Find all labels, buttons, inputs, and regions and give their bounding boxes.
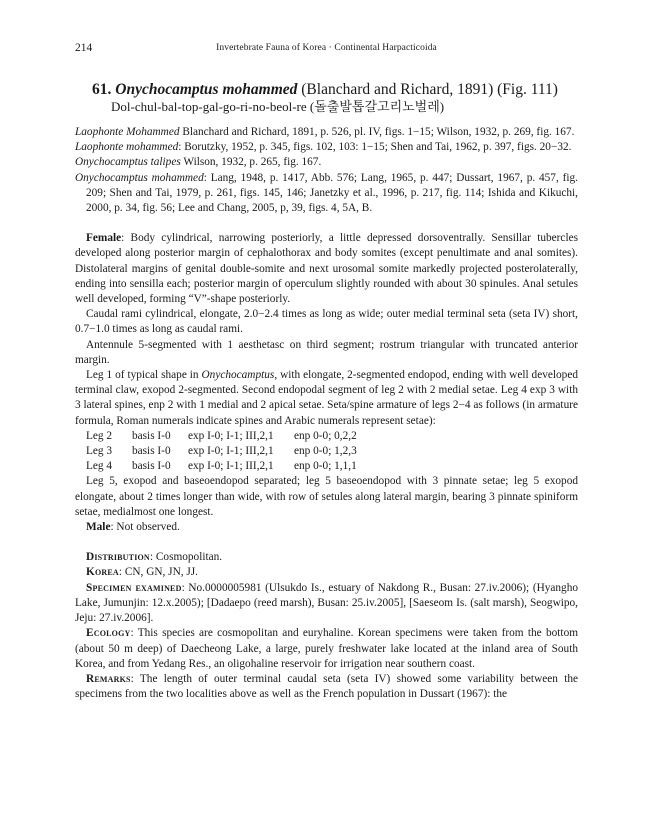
armature-exp: exp I-0; I-1; III,2,1 bbox=[188, 445, 274, 458]
synonymy-entry bbox=[75, 125, 578, 140]
male-text: : Not observed. bbox=[110, 521, 180, 534]
male-description bbox=[75, 520, 578, 535]
female-text: : Body cylindrical, narrowing posteriorly, a little depressed dorsoventrally. Sensillar tubercles developed along posterior margin of cephalothorax and body somites (except penultimate and anal somites). Distolateral margins of genital double-somite and next urosomal somite markedly projected posterolaterally, ending into sensilla each; posterior margin of operculum slightly rounded with about 30 spinules. Anal setules well developed, forming “V”-shape posteriorly. bbox=[75, 232, 578, 306]
armature-leg: Leg 4 bbox=[86, 460, 113, 473]
remarks-section bbox=[75, 672, 578, 702]
armature-row bbox=[75, 444, 357, 459]
running-title: Invertebrate Fauna of Korea · Continental Harpacticoida bbox=[216, 43, 437, 53]
armature-enp: enp 0-0; 1,2,3 bbox=[294, 445, 357, 458]
female-label: Female bbox=[86, 232, 122, 245]
synonym-citation: : Borutzky, 1952, p. 345, figs. 102, 103: 1−15; Shen and Tai, 1962, p. 397, figs. 20−32. bbox=[178, 141, 572, 154]
caudal-rami-description: Caudal rami cylindrical, elongate, 2.0−2.4 times as long as wide; outer medial terminal seta (seta IV) short, 0.7−1.0 times as long as caudal rami. bbox=[75, 308, 578, 336]
armature-row bbox=[75, 459, 357, 474]
synonym-citation: Blanchard and Richard, 1891, p. 526, pl. IV, figs. 1−15; Wilson, 1932, p. 269, fig. 167. bbox=[179, 126, 575, 138]
species-authority: (Blanchard and Richard, 1891) (Fig. 111) bbox=[297, 81, 558, 98]
korea-label: Korea bbox=[86, 566, 119, 579]
female-description bbox=[75, 231, 578, 307]
remarks-label: Remarks bbox=[86, 672, 131, 685]
distribution-label: Distribution bbox=[86, 551, 150, 564]
armature-exp: exp I-0; I-1; III,2,1 bbox=[188, 460, 274, 473]
armature-row bbox=[75, 429, 357, 444]
synonym-citation: Wilson, 1932, p. 265, fig. 167. bbox=[180, 156, 322, 169]
synonym-name: Onychocamptus mohammed bbox=[75, 171, 204, 184]
korea-section bbox=[75, 565, 578, 580]
antennule-description: Antennule 5-segmented with 1 aesthetasc on third segment; rostrum triangular with truncated anterior margin. bbox=[75, 338, 578, 366]
leg5-description: Leg 5, exopod and baseoendopod separated; leg 5 baseoendopod with 3 pinnate setae; leg 5 exopod elongate, about 2 times longer than wide, with row of setules along lateral margin, bearing 3 pinnate spiniform setae, medialmost one longest. bbox=[75, 475, 578, 518]
armature-leg: Leg 2 bbox=[86, 429, 113, 442]
armature-basis: basis I-0 bbox=[132, 445, 171, 458]
armature-enp: enp 0-0; 1,1,1 bbox=[294, 460, 357, 473]
armature-exp: exp I-0; I-1; III,2,1 bbox=[188, 429, 274, 442]
armature-table bbox=[75, 429, 357, 475]
synonym-name: Laophonte Mohammed bbox=[75, 126, 180, 138]
page-number: 214 bbox=[75, 42, 93, 54]
armature-leg: Leg 3 bbox=[86, 445, 113, 458]
distribution-text: : Cosmopolitan. bbox=[149, 551, 223, 564]
synonymy-entry bbox=[75, 171, 578, 217]
korean-name: Dol-chul-bal-top-gal-go-ri-no-beol-re (돌출발톱갈고리노벌레) bbox=[111, 99, 445, 114]
synonym-citation: : Lang, 1948, p. 1417, Abb. 576; Lang, 1965, p. 447; Dussart, 1967, p. 457, fig. 209; Shen and Tai, 1979, p. 261, figs. 145, 146; Janetzky et al., 1996, p. 217, fig. 114; Ishida and Kikuchi, 2000, p. 34, fig. 56; Lee and Chang, 2005, p, 39, figs. 4, 5A, B. bbox=[86, 171, 578, 215]
species-name: Onychocamptus mohammed bbox=[115, 81, 298, 98]
ecology-text: : This species are cosmopolitan and euryhaline. Korean specimens were taken from the bottom (about 50 m deep) of Daecheong Lake, a large, purely freshwater lake located at the inland area of South Korea, and from Yedang Res., an oligohaline reservoir for irrigation near southern coast. bbox=[75, 627, 578, 670]
ecology-label: Ecology bbox=[86, 627, 131, 640]
species-number: 61. bbox=[92, 81, 112, 98]
synonymy-entry bbox=[75, 140, 578, 155]
synonymy-entry bbox=[75, 155, 578, 170]
remarks-text: : The length of outer terminal caudal seta (seta IV) showed some variability between the specimens from the two localities above as well as the French population in Dussart (1967): the bbox=[75, 672, 578, 701]
armature-basis: basis I-0 bbox=[132, 460, 171, 473]
armature-enp: enp 0-0; 0,2,2 bbox=[294, 429, 357, 442]
specimen-section bbox=[75, 581, 578, 627]
distribution-section bbox=[75, 550, 578, 565]
male-label: Male bbox=[86, 521, 111, 534]
species-account bbox=[75, 125, 578, 702]
genus-name: Onychocamptus bbox=[201, 369, 275, 382]
spacer bbox=[75, 216, 578, 231]
specimen-text: : No.0000005981 (Ulsukdo Is., estuary of Nakdong R., Busan: 27.iv.2006); (Hyangho Lake, Jumunjin: 12.x.2005); [Dadaepo (reed marsh), Busan: 25.iv.2005], [Saeseom Is. (salt marsh), Seogwipo, Jeju: 27.iv.2006]. bbox=[75, 581, 578, 625]
species-title bbox=[92, 80, 558, 99]
leg1-description: Leg 1 of typical shape in Onychocamptus, with elongate, 2-segmented endopod, ending with well developed terminal claw, exopod 2-segmented. Second endopodal segment of leg 2 with 2 medial setae. Leg 4 exp 3 with 3 lateral spines, enp 2 with 1 medial and 2 apical setae. Seta/spine armature of legs 2−4 as follows (in armature formula, Roman numerals indicate spines and Arabic numerals represent setae): bbox=[75, 369, 578, 427]
ecology-section bbox=[75, 626, 578, 672]
korea-text: : CN, GN, JN, JJ. bbox=[118, 566, 198, 579]
synonym-name: Laophonte mohammed bbox=[75, 141, 179, 154]
synonym-name: Onychocamptus talipes bbox=[75, 156, 181, 169]
page-header bbox=[75, 42, 578, 58]
armature-basis: basis I-0 bbox=[132, 429, 171, 442]
spacer bbox=[75, 535, 578, 550]
specimen-label: Specimen examined bbox=[86, 581, 182, 594]
